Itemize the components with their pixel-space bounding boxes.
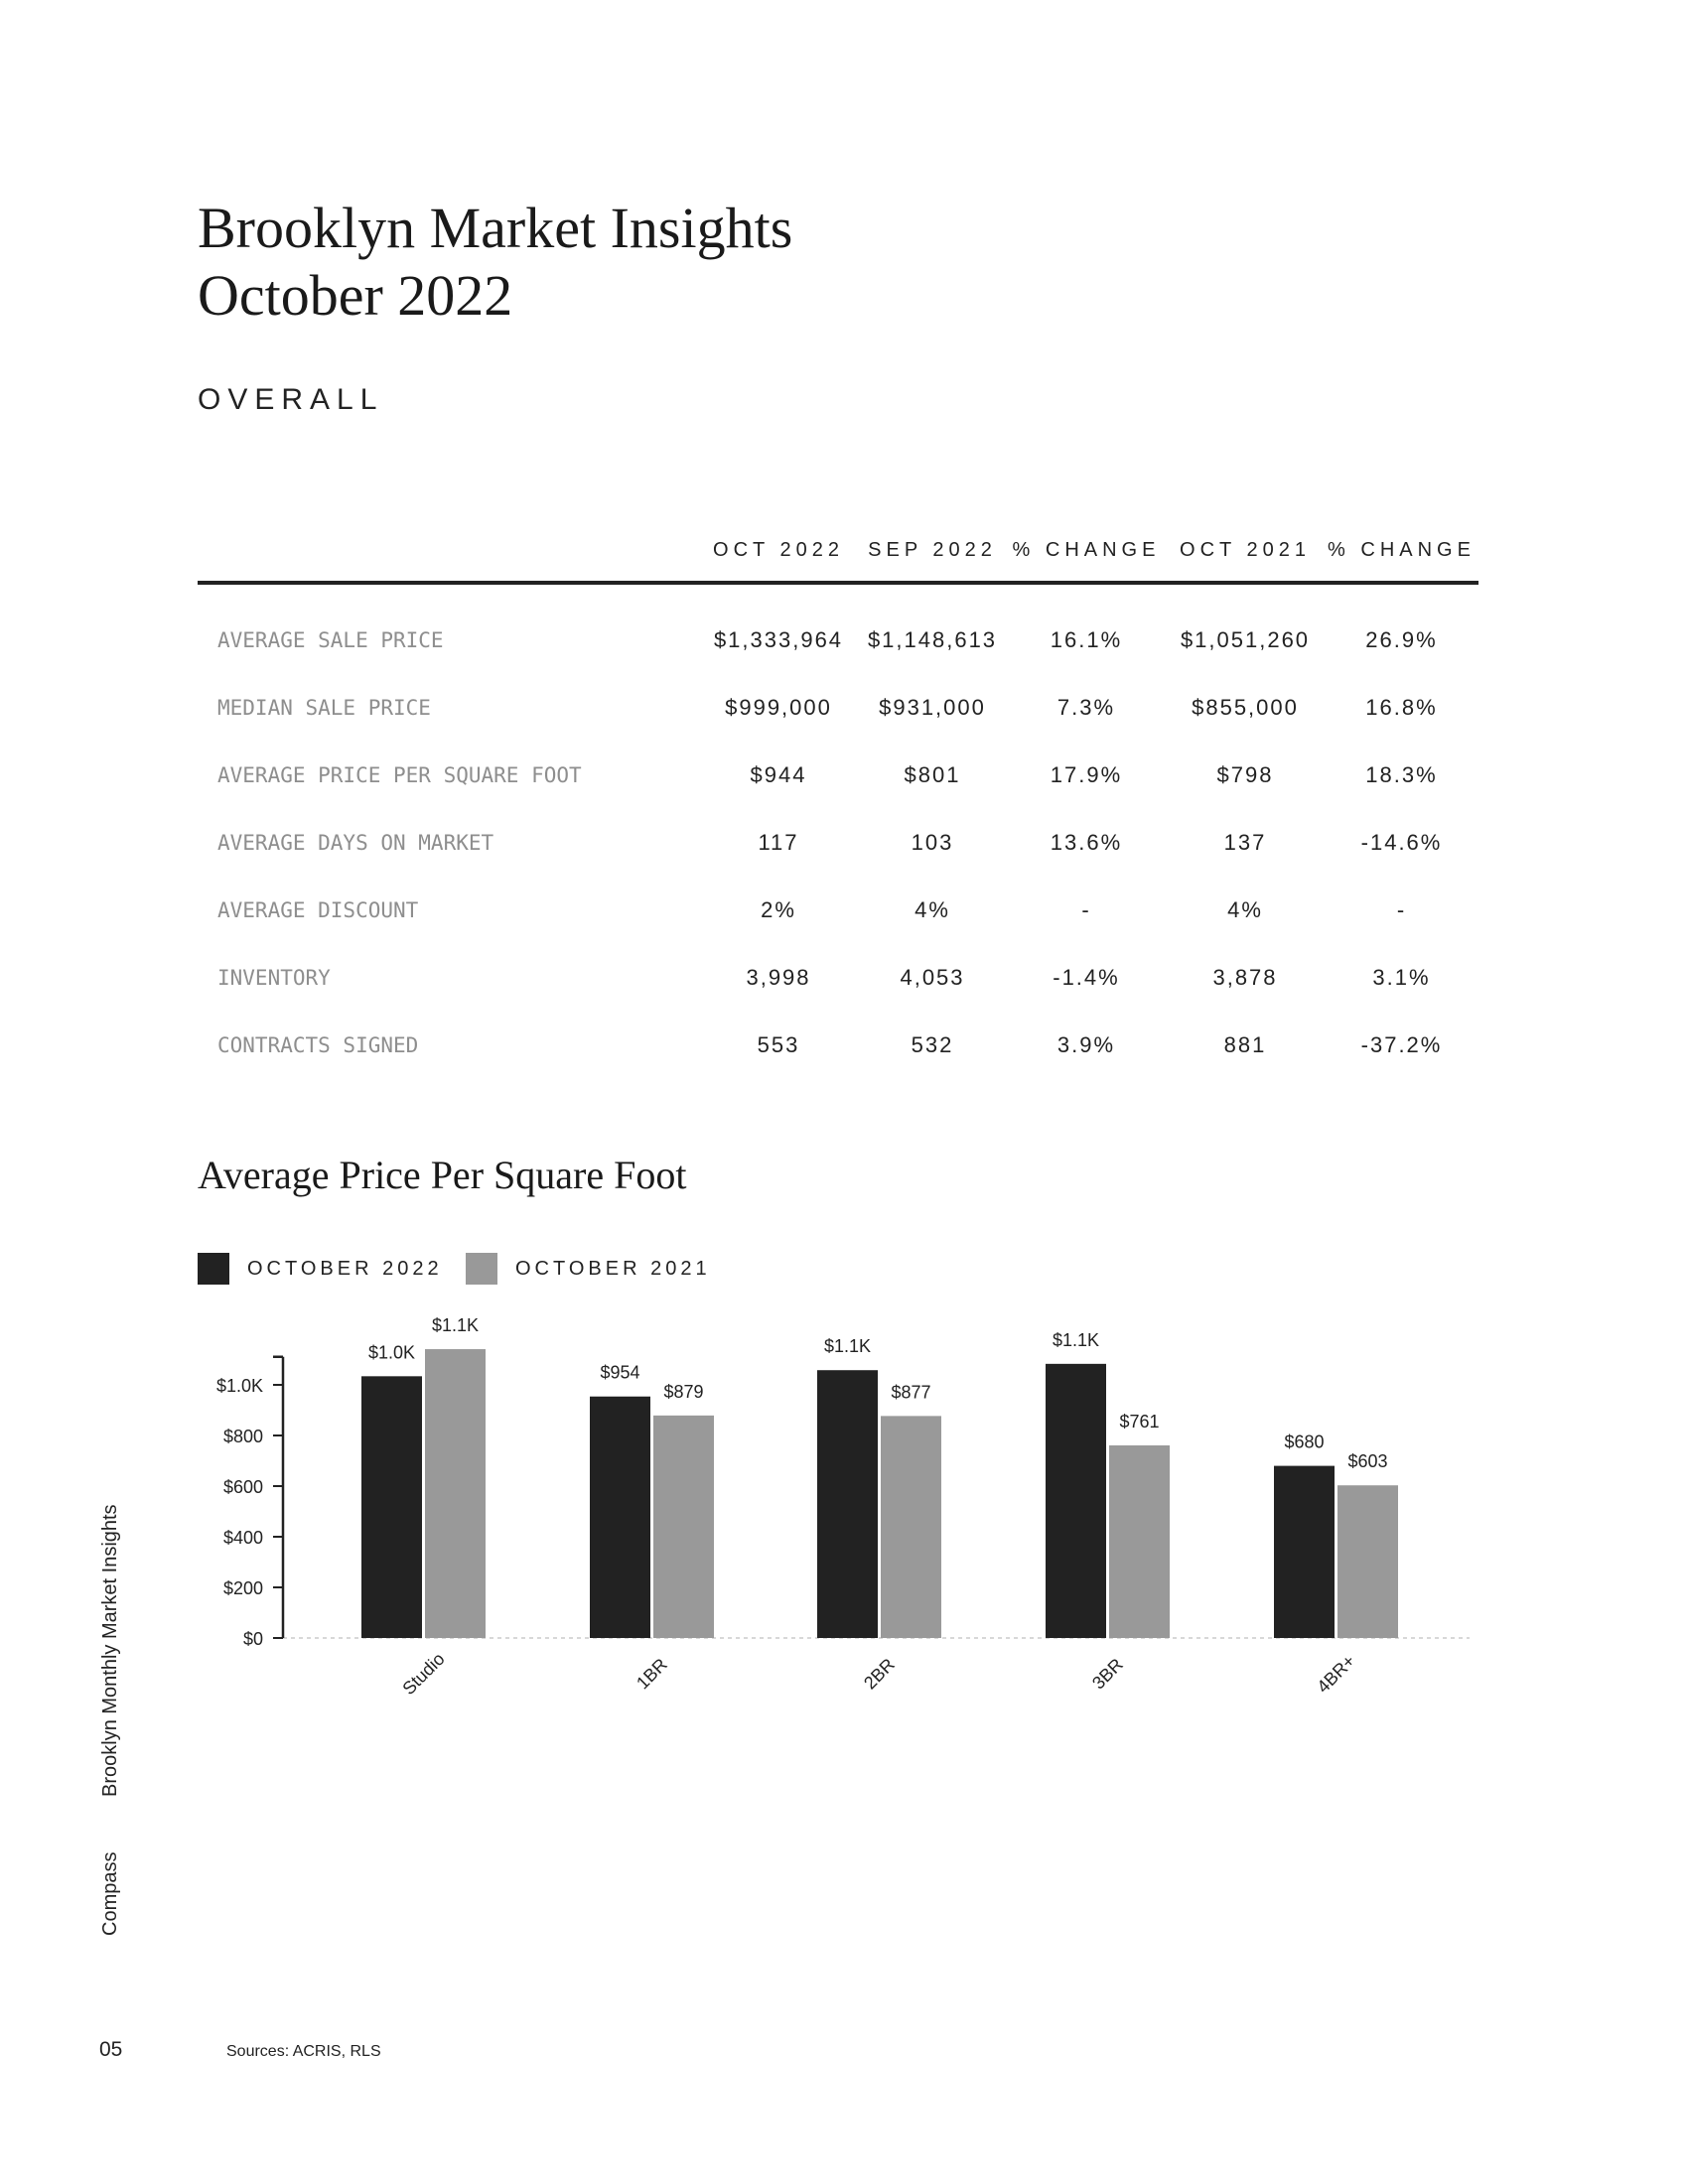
- table-cell: 103: [911, 830, 954, 855]
- table-cell: $1,051,260: [1180, 627, 1311, 652]
- y-tick-label: $200: [222, 1578, 263, 1598]
- sidebar-company: Compass: [99, 1851, 121, 1936]
- column-header-change-month: % CHANGE: [1012, 539, 1161, 561]
- table-cell: 117: [758, 830, 799, 855]
- x-tick-label: 1BR: [633, 1654, 671, 1694]
- table-cell: 16.1%: [1050, 627, 1123, 652]
- table-cell: 7.3%: [1056, 695, 1116, 720]
- table-cell: $855,000: [1192, 695, 1299, 720]
- legend-label: OCTOBER 2022: [247, 1257, 443, 1280]
- bar: [1337, 1485, 1398, 1638]
- page-title-line2: October 2022: [198, 263, 513, 328]
- table-cell: $1,148,613: [867, 627, 998, 652]
- x-tick-label: 4BR+: [1313, 1650, 1359, 1698]
- bar-value-label: $879: [663, 1381, 704, 1402]
- y-tick-label: $400: [222, 1528, 263, 1548]
- y-tick-label: $1.0K: [215, 1376, 263, 1396]
- bar-value-label: $1.1K: [431, 1315, 480, 1336]
- bar-value-label: $761: [1119, 1411, 1160, 1432]
- table-cell: 13.6%: [1050, 830, 1123, 855]
- row-label: INVENTORY: [217, 966, 331, 990]
- y-tick-label: $800: [222, 1427, 263, 1446]
- row-label: CONTRACTS SIGNED: [217, 1033, 419, 1057]
- section-label: OVERALL: [198, 383, 384, 416]
- table-cell: 18.3%: [1365, 762, 1438, 787]
- table-cell: 3,998: [746, 965, 811, 990]
- bar: [425, 1349, 486, 1638]
- bar: [817, 1370, 878, 1638]
- table-cell: -37.2%: [1360, 1032, 1443, 1057]
- chart-title: Average Price Per Square Foot: [198, 1153, 687, 1197]
- table-cell: 881: [1223, 1032, 1267, 1057]
- row-label: MEDIAN SALE PRICE: [217, 696, 431, 720]
- x-tick-label: Studio: [398, 1648, 449, 1700]
- row-label: AVERAGE SALE PRICE: [217, 628, 444, 652]
- table-cell: $931,000: [879, 695, 986, 720]
- bar: [881, 1416, 941, 1638]
- table-cell: 4%: [1227, 897, 1263, 922]
- table-cell: -: [1396, 897, 1407, 922]
- bar-value-label: $603: [1347, 1451, 1388, 1472]
- sidebar-publication: Brooklyn Monthly Market Insights: [99, 1504, 121, 1797]
- row-label: AVERAGE DAYS ON MARKET: [217, 831, 494, 855]
- bar: [1046, 1364, 1106, 1638]
- table-cell: 3,878: [1212, 965, 1278, 990]
- bar-value-label: $1.1K: [1052, 1329, 1100, 1350]
- column-header-sep-2022: SEP 2022: [868, 539, 997, 561]
- table-cell: -: [1081, 897, 1091, 922]
- table-cell: $798: [1216, 762, 1274, 787]
- table-cell: -14.6%: [1360, 830, 1443, 855]
- table-cell: $1,333,964: [713, 627, 844, 652]
- column-header-oct-2021: OCT 2021: [1180, 539, 1311, 561]
- table-cell: $801: [904, 762, 961, 787]
- table-cell: $999,000: [725, 695, 832, 720]
- table-cell: 553: [757, 1032, 800, 1057]
- bar-value-label: $1.1K: [823, 1336, 872, 1357]
- y-tick-label: $0: [242, 1629, 263, 1649]
- table-cell: 16.8%: [1365, 695, 1438, 720]
- bar-value-label: $877: [891, 1382, 931, 1403]
- page-number: 05: [99, 2038, 123, 2061]
- table-cell: 2%: [761, 897, 796, 922]
- bar: [361, 1376, 422, 1638]
- bar-value-label: $680: [1284, 1432, 1325, 1452]
- table-cell: 137: [1223, 830, 1267, 855]
- bar: [1274, 1466, 1335, 1638]
- bar: [1109, 1445, 1170, 1638]
- x-tick-label: 3BR: [1088, 1654, 1127, 1694]
- column-header-change-year: % CHANGE: [1328, 539, 1476, 561]
- column-header-oct-2022: OCT 2022: [713, 539, 844, 561]
- table-cell: $944: [750, 762, 807, 787]
- bar-value-label: $954: [600, 1362, 640, 1383]
- legend-label: OCTOBER 2021: [515, 1257, 711, 1280]
- y-tick-label: $600: [222, 1477, 263, 1497]
- sources-note: Sources: ACRIS, RLS: [226, 2043, 381, 2060]
- row-label: AVERAGE DISCOUNT: [217, 898, 419, 922]
- table-cell: 17.9%: [1050, 762, 1123, 787]
- row-label: AVERAGE PRICE PER SQUARE FOOT: [217, 763, 582, 787]
- x-tick-label: 2BR: [860, 1654, 899, 1694]
- bar-value-label: $1.0K: [367, 1342, 416, 1363]
- bar: [653, 1416, 714, 1638]
- table-cell: -1.4%: [1053, 965, 1120, 990]
- table-cell: 4%: [914, 897, 950, 922]
- table-cell: 3.1%: [1372, 965, 1431, 990]
- table-cell: 532: [911, 1032, 954, 1057]
- table-cell: 3.9%: [1056, 1032, 1116, 1057]
- table-cell: 4,053: [900, 965, 965, 990]
- bar: [590, 1397, 650, 1638]
- page-title-line1: Brooklyn Market Insights: [198, 196, 793, 260]
- table-cell: 26.9%: [1365, 627, 1438, 652]
